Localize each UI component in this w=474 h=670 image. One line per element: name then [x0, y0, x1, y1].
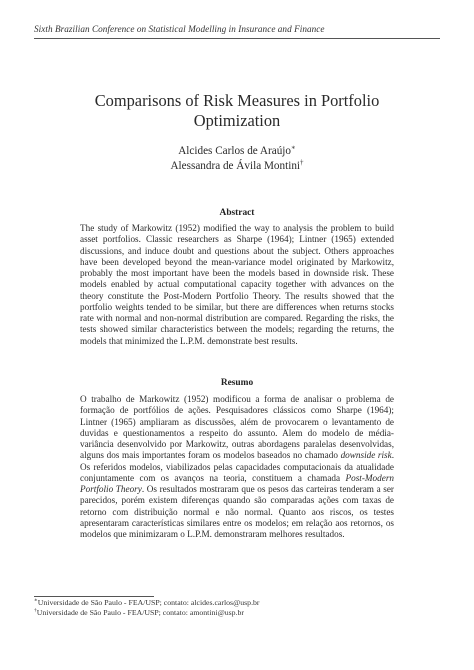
footnote-1-mark: ∗ [34, 597, 38, 604]
resumo-heading: Resumo [220, 378, 254, 388]
resumo-emph-downside-risk: downside risk [340, 450, 392, 461]
resumo-text-part-2: . Os referidos modelos, viabilizados pelas capacidades computacionais da atualidade conjuntamente com os avanços na teoria, constituem a chamada [80, 450, 394, 483]
author-2-name: Alessandra de Ávila Montini [170, 160, 301, 172]
footnote-1-text: Universidade de São Paulo - FEA/USP; contato: alcides.carlos@usp.br [37, 598, 260, 607]
footnote-1 [34, 598, 440, 608]
resumo-text-part-1: O trabalho de Markowitz (1952) modificou a forma de analisar o problema de formação de portfólios de ações. Pesquisadores clássicos como Sharpe (1964); Lintner (1965) ampliaram as discussões, além de provocarem o levantamento de duvidas e questionamentos a respeito do assunto. Alem do modelo de média-variância desenvolvido por Markowitz, outras abordagens paralelas desenvolvidas, alguns dos mais importantes foram os modelos baseados no chamado [80, 394, 394, 461]
author-1-name: Alcides Carlos de Araújo [178, 145, 291, 157]
author-2 [80, 160, 394, 173]
resumo-text [80, 394, 394, 540]
footnote-rule [34, 596, 154, 597]
footnote-2 [34, 608, 440, 618]
header-rule [34, 38, 440, 39]
author-1-mark: ∗ [291, 143, 296, 152]
abstract-text: The study of Markowitz (1952) modified the way to analysis the problem to build asset portfolios. Classic researchers as Sharpe (1964); Lintner (1965) extended discussions, and induce doubt and questions about the subject. Others approaches have been developed beyond the mean-variance model originated by Markowitz, probably the most important have been the models based in downside risk. These models enabled by actual computational capacity together with advances on the theory constitute the Post-Modern Portfolio Theory. The results showed that the portfolio weights tended to be similar, but there are differences when returns stocks rate with normal and non-normal distribution are compared. Regarding the risks, the tests showed similar characteristics between the models; regarding the returns, the models that minimized the L.P.M. demonstrate best results. [80, 223, 394, 346]
author-2-mark: † [300, 158, 304, 167]
resumo-emph-pmpt: Post-Modern Portfolio Theory [80, 472, 394, 494]
running-header: Sixth Brazilian Conference on Statistical Modelling in Insurance and Finance [34, 24, 325, 34]
paper-title: Comparisons of Risk Measures in Portfolio Optimization [94, 91, 380, 130]
abstract-heading: Abstract [219, 208, 255, 218]
author-1 [80, 145, 394, 158]
resumo-text-part-3: . Os resultados mostraram que os pesos das carteiras tenderam a ser parecidos, porém existem diferenças quando são comparadas ações com taxas de retorno com distribuição normal e não normal. Quanto aos riscos, os testes apresentaram características similares entre os modelos; em relação aos retornos, os modelos que minimizaram o L.P.M. demonstraram melhores resultados. [80, 484, 394, 539]
footnote-2-text: Universidade de São Paulo - FEA/USP; contato: amontini@usp.br [36, 608, 245, 617]
footnote-2-mark: † [34, 607, 37, 614]
